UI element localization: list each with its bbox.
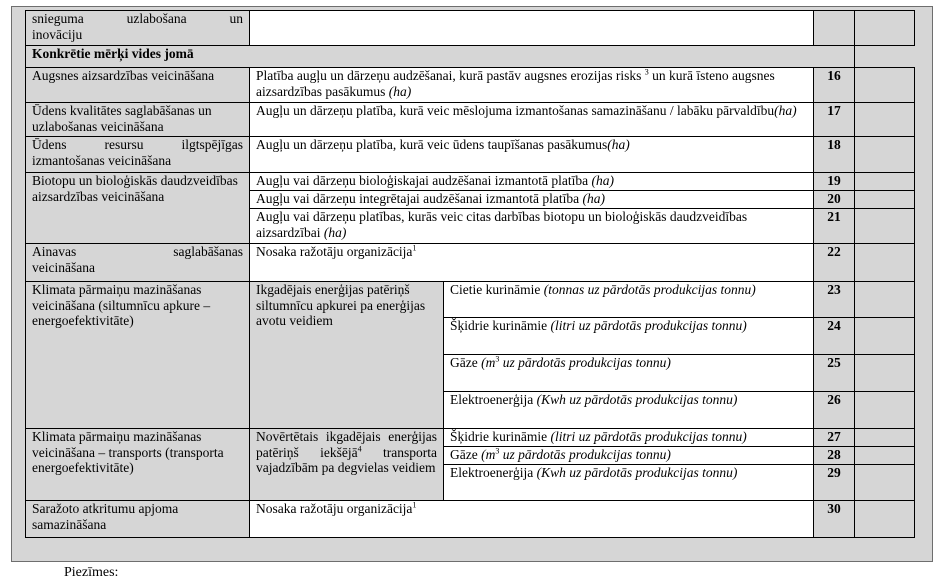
row-number: 29 xyxy=(814,465,855,501)
cell-source xyxy=(444,429,814,447)
answer-cell[interactable] xyxy=(855,318,915,355)
goal-text: izmantošanas veicināšana xyxy=(32,152,172,168)
footnote-ref: 1 xyxy=(412,243,417,253)
answer-cell[interactable] xyxy=(855,68,915,103)
source-text: Cietie kurināmie xyxy=(450,282,541,297)
row-number: 20 xyxy=(814,191,855,209)
cell-empty xyxy=(250,11,814,46)
cell-goal-cont: inovāciju xyxy=(32,26,83,42)
answer-cell[interactable] xyxy=(855,501,915,538)
cell-indicator: Ikgadējais enerģijas patēriņš siltumnīcu apkurei pa enerģijas avotu veidiem xyxy=(250,282,444,429)
answer-cell[interactable] xyxy=(855,244,915,282)
cell-source xyxy=(444,355,814,392)
unit-text: (ha) xyxy=(582,191,605,206)
source-text: Šķidrie kurināmie xyxy=(450,318,548,333)
indicator-text: transporta vajadzībām pa degvielas veidiem xyxy=(256,444,438,475)
table-row xyxy=(26,244,915,282)
unit-text: uz pārdotās produkcijas tonnu) xyxy=(502,355,671,370)
unit-text: (litri uz pārdotās produkcijas tonnu) xyxy=(550,318,747,333)
unit-text: (m xyxy=(481,447,496,462)
notes-heading: Piezīmes: xyxy=(64,565,119,580)
cell-source xyxy=(444,318,814,355)
cell-source xyxy=(444,392,814,429)
table-row xyxy=(26,103,915,137)
unit-text: (Kwh uz pārdotās produkcijas tonnu) xyxy=(536,392,738,407)
cell-indicator xyxy=(250,173,814,191)
cell-goal: Klimata pārmaiņu mazināšanas veicināšana – transports (transporta energoefektivitāte) xyxy=(26,429,250,501)
row-number: 30 xyxy=(814,501,855,538)
source-text: Elektroenerģija xyxy=(450,465,534,480)
indicator-text: Augļu vai dārzeņu integrētajai audzēšanai izmantotā platība xyxy=(256,191,580,206)
indicator-text: Nosaka ražotāju organizācija xyxy=(256,244,413,259)
row-number: 19 xyxy=(814,173,855,191)
footnote-ref: 4 xyxy=(357,444,362,453)
cell-indicator xyxy=(250,209,814,244)
indicator-text: Nosaka ražotāju organizācija xyxy=(256,501,413,516)
unit-text: (Kwh uz pārdotās produkcijas tonnu) xyxy=(536,465,738,480)
unit-text: (litri uz pārdotās produkcijas tonnu) xyxy=(550,429,747,444)
indicator-text: Augļu vai dārzeņu bioloģiskajai audzēšanai izmantotā platība xyxy=(256,173,589,188)
goal-text: Ainavas saglabāšanas xyxy=(32,244,243,259)
unit-text: uz pārdotās produkcijas tonnu) xyxy=(502,447,671,462)
superscript: 3 xyxy=(495,446,500,456)
source-text: Gāze xyxy=(450,355,478,370)
source-text: Šķidrie kurināmie xyxy=(450,429,548,444)
cell-goal xyxy=(26,137,250,173)
table-row xyxy=(26,173,915,191)
table-row xyxy=(26,68,915,103)
table-row xyxy=(26,282,915,318)
answer-cell[interactable] xyxy=(855,392,915,429)
cell-goal xyxy=(26,244,250,282)
row-number: 21 xyxy=(814,209,855,244)
indicator-text: Augļu un dārzeņu platība, kurā veic ūdens taupīšanas pasākumus xyxy=(256,137,608,152)
answer-cell[interactable] xyxy=(855,191,915,209)
row-number: 23 xyxy=(814,282,855,318)
cell-source xyxy=(444,465,814,501)
answer-cell[interactable] xyxy=(855,429,915,447)
indicator-text: un kurā īsteno augsnes aizsardzības pasākumus xyxy=(256,68,775,99)
unit-text: (m xyxy=(481,355,496,370)
indicator-text: Platība augļu un dārzeņu audzēšanai, kurā pastāv augsnes erozijas risks xyxy=(256,68,642,83)
cell-goal: Klimata pārmaiņu mazināšanas veicināšana (siltumnīcu apkure – energoefektivitāte) xyxy=(26,282,250,429)
row-number: 18 xyxy=(814,137,855,173)
cell-number xyxy=(814,11,855,46)
answer-cell[interactable] xyxy=(855,282,915,318)
cell-indicator xyxy=(250,501,814,538)
row-number: 24 xyxy=(814,318,855,355)
table-row xyxy=(26,137,915,173)
cell-indicator xyxy=(250,429,444,501)
indicator-text: Novērtētais ikgadējais enerģijas patēriņš iekšējā xyxy=(256,429,437,460)
unit-text: (ha) xyxy=(607,137,630,152)
cell-source xyxy=(444,447,814,465)
unit-text: (ha) xyxy=(591,173,615,188)
cell-goal: Augsnes aizsardzības veicināšana xyxy=(26,68,250,103)
cell-goal: Biotopu un bioloģiskās daudzveidības aizsardzības veicināšana xyxy=(26,173,250,244)
unit-text: (tonnas uz pārdotās produkcijas tonnu) xyxy=(543,282,756,297)
row-number: 17 xyxy=(814,103,855,137)
cell-indicator xyxy=(250,137,814,173)
superscript: 3 xyxy=(495,354,500,364)
cell-indicator xyxy=(250,68,814,103)
table-row xyxy=(26,429,915,447)
row-number: 16 xyxy=(814,68,855,103)
indicator-table xyxy=(25,10,915,538)
cell-goal: Saražoto atkritumu apjoma samazināšana xyxy=(26,501,250,538)
source-text: Gāze xyxy=(450,447,478,462)
answer-cell[interactable] xyxy=(855,209,915,244)
answer-cell[interactable] xyxy=(855,11,915,46)
cell-indicator xyxy=(250,191,814,209)
source-text: Elektroenerģija xyxy=(450,392,534,407)
cell-source xyxy=(444,282,814,318)
row-number: 22 xyxy=(814,244,855,282)
gap-cell xyxy=(855,46,915,68)
table-row xyxy=(26,11,915,46)
answer-cell[interactable] xyxy=(855,355,915,392)
goal-text: Ūdens resursu ilgtspējīgas xyxy=(32,137,243,152)
cell-indicator xyxy=(250,244,814,282)
cell-goal: Ūdens kvalitātes saglabāšanas un uzlabošanas veicināšana xyxy=(26,103,250,137)
cell-indicator xyxy=(250,103,814,137)
indicator-text: Augļu vai dārzeņu platības, kurās veic citas darbības biotopu un bioloģiskās daudzveidības aizsardzībai xyxy=(256,209,748,240)
row-number: 27 xyxy=(814,429,855,447)
section-row xyxy=(26,46,915,68)
answer-cell[interactable] xyxy=(855,173,915,191)
row-number: 28 xyxy=(814,447,855,465)
row-number: 26 xyxy=(814,392,855,429)
row-number: 25 xyxy=(814,355,855,392)
footnote-ref: 3 xyxy=(644,67,649,77)
cell-goal: snieguma uzlabošana un xyxy=(32,11,243,26)
section-title: Konkrētie mērķi vides jomā xyxy=(26,46,855,68)
table-row xyxy=(26,501,915,538)
footnote-ref: 1 xyxy=(412,500,417,510)
unit-text: (ha) xyxy=(388,83,412,99)
indicator-text: Augļu un dārzeņu platība, kurā veic mēslojuma izmantošanas samazināšanu / labāku pārvaldību xyxy=(256,103,775,118)
answer-cell[interactable] xyxy=(855,447,915,465)
goal-text: veicināšana xyxy=(32,259,95,275)
unit-text: (ha) xyxy=(323,224,347,240)
answer-cell[interactable] xyxy=(855,137,915,173)
answer-cell[interactable] xyxy=(855,465,915,501)
answer-cell[interactable] xyxy=(855,103,915,137)
unit-text: (ha) xyxy=(774,103,797,118)
